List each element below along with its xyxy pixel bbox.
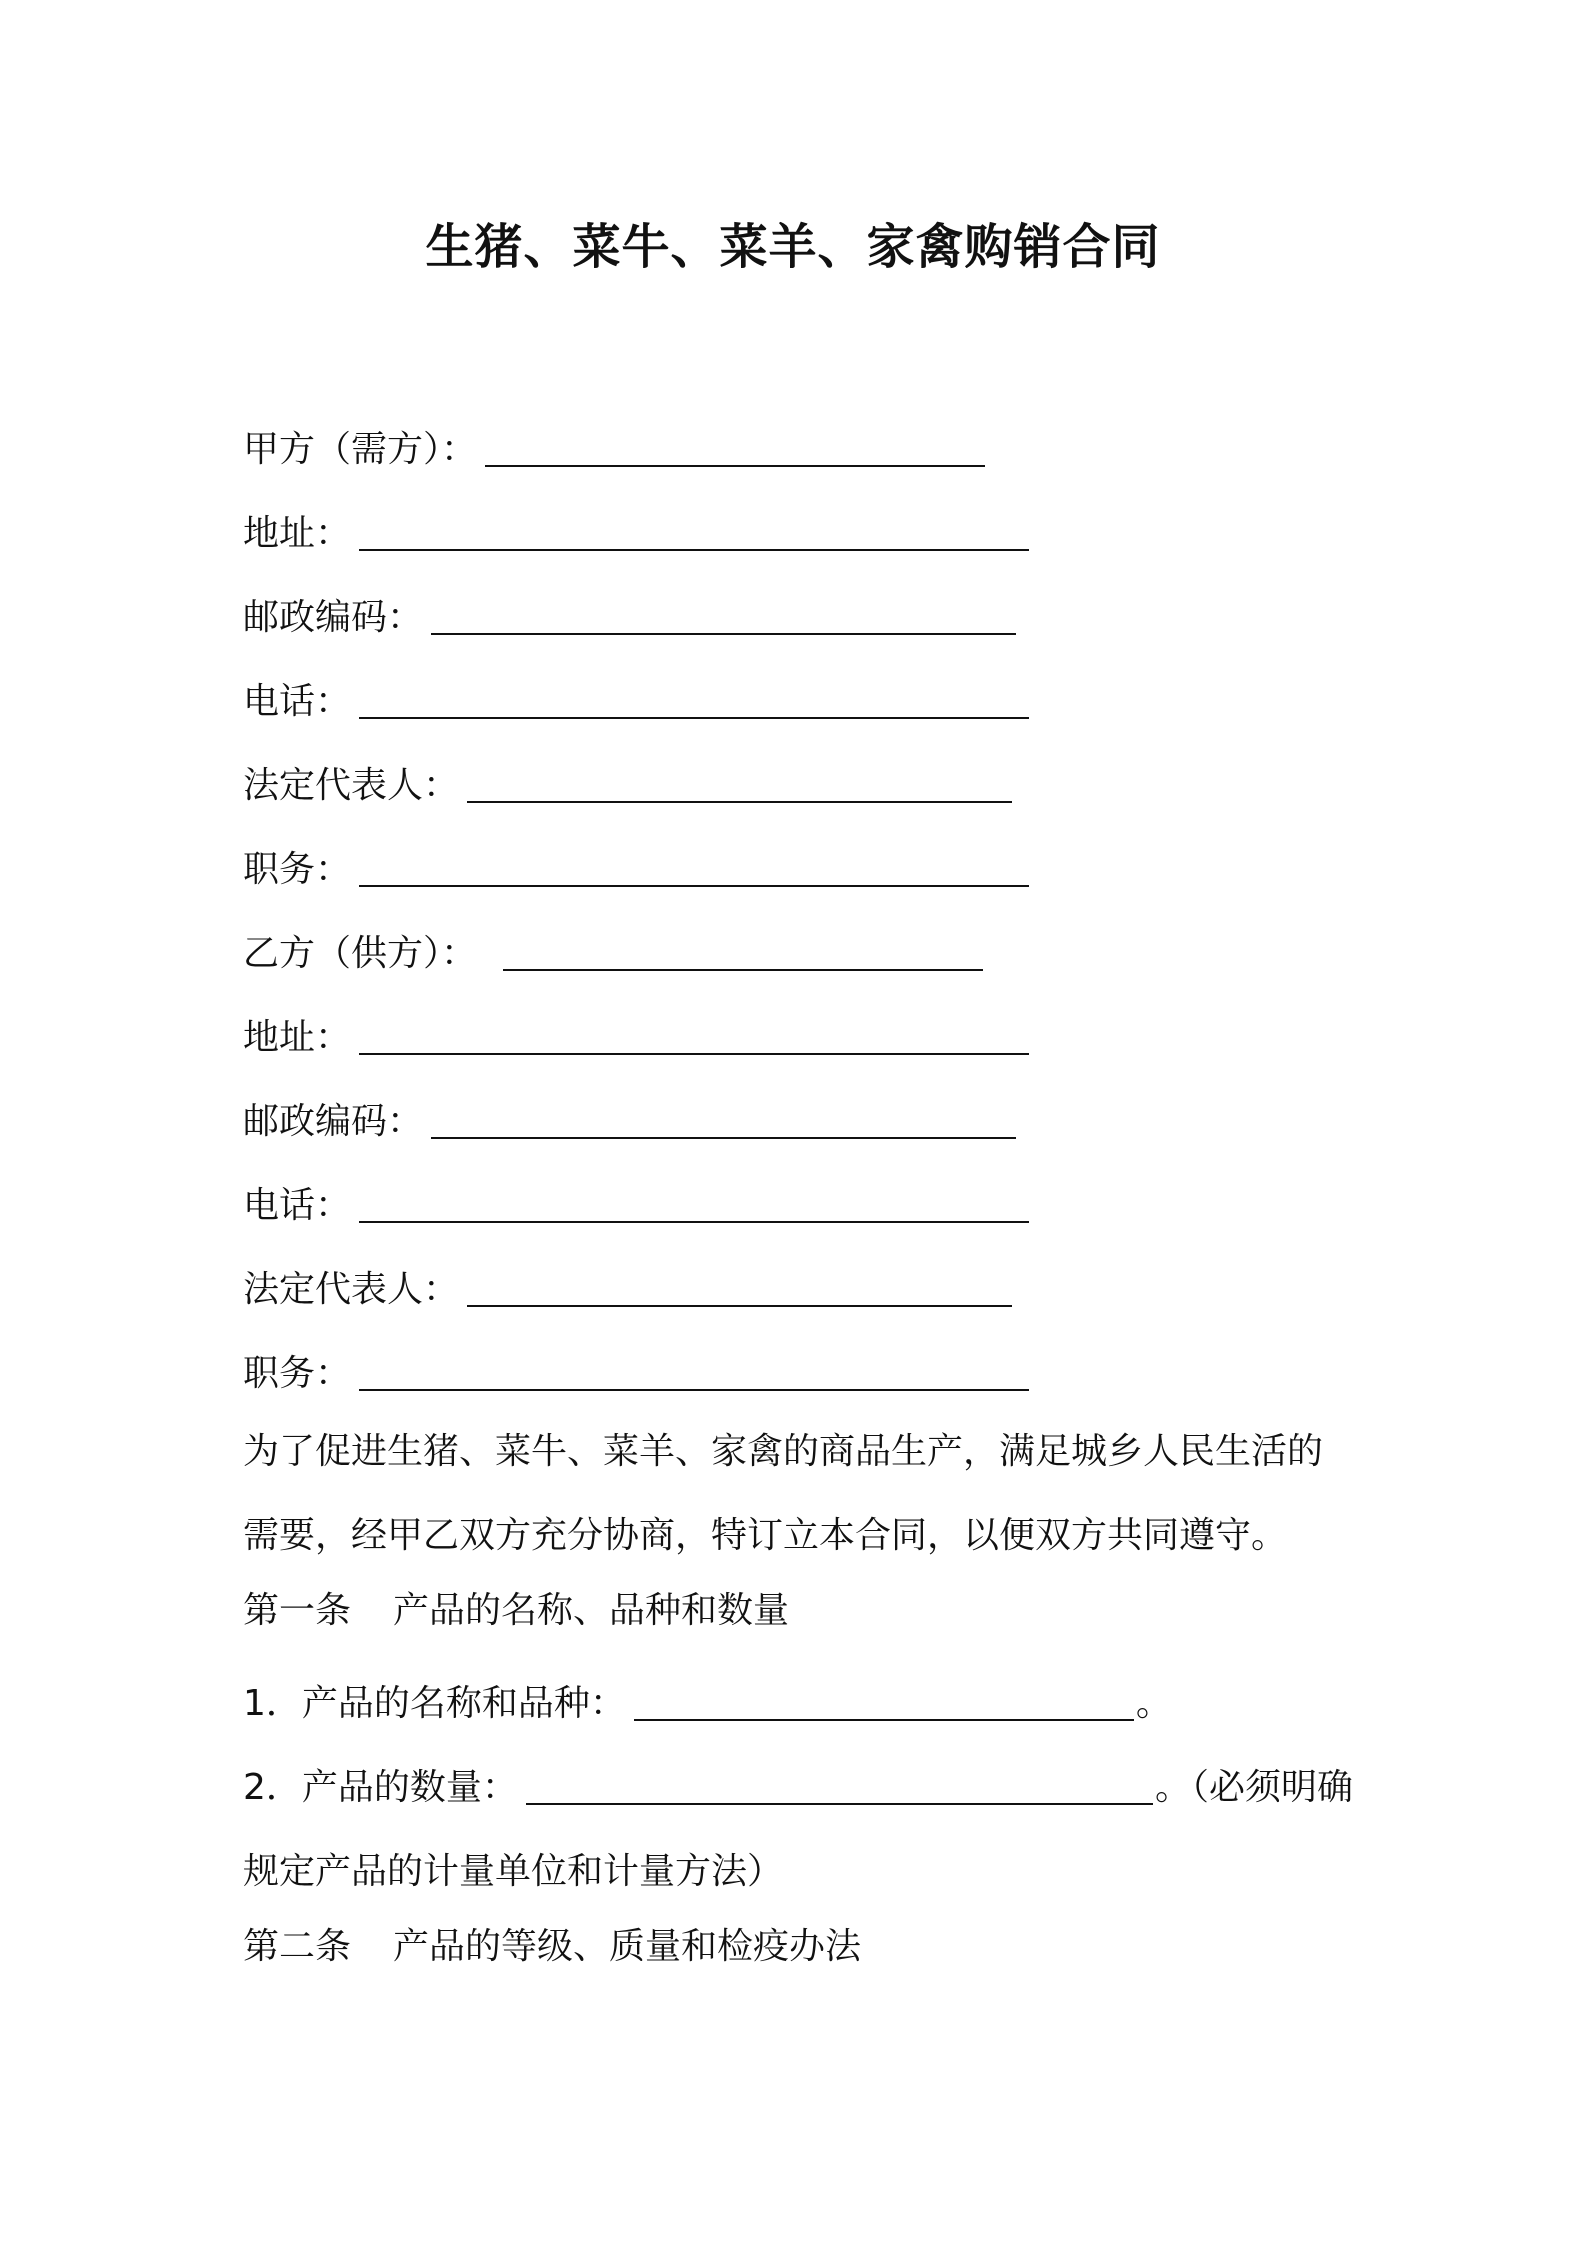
party-b-legal-rep-blank[interactable]	[467, 1265, 1012, 1307]
party-b-phone-blank[interactable]	[359, 1181, 1029, 1223]
party-b-postcode-blank[interactable]	[431, 1097, 1016, 1139]
article-1-item-2	[243, 1746, 1353, 1830]
party-b-legal-rep-label: 法定代表人：	[243, 1269, 460, 1310]
party-a-position-row	[243, 828, 1353, 912]
party-a-postcode-row	[243, 576, 1353, 660]
party-a-name-blank[interactable]	[485, 425, 985, 467]
party-a-legal-rep-blank[interactable]	[467, 761, 1012, 803]
party-a-postcode-blank[interactable]	[431, 593, 1016, 635]
contract-body	[243, 408, 1353, 1998]
party-b-legal-rep-row	[243, 1248, 1353, 1332]
article-1-title: 产品的名称、品种和数量	[393, 1590, 790, 1631]
party-b-postcode-row	[243, 1080, 1353, 1164]
party-a-address-label: 地址：	[243, 513, 352, 554]
article-2-number: 第二条	[243, 1926, 352, 1967]
article-1-number: 第一条	[243, 1590, 352, 1631]
party-b-address-row	[243, 996, 1353, 1080]
party-a-postcode-label: 邮政编码：	[243, 597, 424, 638]
article-2-heading	[243, 1914, 1353, 1998]
party-a-legal-rep-row	[243, 744, 1353, 828]
item-1-tail: 。	[1135, 1683, 1172, 1724]
party-a-address-blank[interactable]	[359, 509, 1029, 551]
article-2-title: 产品的等级、质量和检疫办法	[393, 1926, 862, 1967]
party-b-postcode-label: 邮政编码：	[243, 1101, 424, 1142]
party-a-legal-rep-label: 法定代表人：	[243, 765, 460, 806]
party-a-address-row	[243, 492, 1353, 576]
party-a-phone-row	[243, 660, 1353, 744]
party-a-name-row	[243, 408, 1353, 492]
party-b-position-row	[243, 1332, 1353, 1416]
party-b-name-label: 乙方（供方）：	[243, 933, 478, 974]
item-1-blank[interactable]	[634, 1679, 1134, 1721]
item-2-tail: 。（必须明确	[1154, 1767, 1353, 1808]
item-2-continuation: 规定产品的计量单位和计量方法）	[243, 1851, 784, 1892]
party-b-phone-row	[243, 1164, 1353, 1248]
party-a-phone-label: 电话：	[243, 681, 352, 722]
document-title: 生猪、菜牛、菜羊、家禽购销合同	[425, 219, 1161, 275]
party-b-position-blank[interactable]	[359, 1349, 1029, 1391]
item-2-blank[interactable]	[526, 1763, 1153, 1805]
party-b-address-label: 地址：	[243, 1017, 352, 1058]
party-b-position-label: 职务：	[243, 1353, 352, 1394]
article-1-heading	[243, 1578, 1353, 1662]
party-a-name-label: 甲方（需方）：	[243, 429, 478, 470]
party-b-address-blank[interactable]	[359, 1013, 1029, 1055]
preamble-line-1: 为了促进生猪、菜牛、菜羊、家禽的商品生产，满足城乡人民生活的	[243, 1431, 1324, 1472]
party-b-name-row	[243, 912, 1353, 996]
party-b-name-blank[interactable]	[503, 929, 983, 971]
party-a-phone-blank[interactable]	[359, 677, 1029, 719]
item-2-label: 2．产品的数量：	[243, 1767, 518, 1808]
party-a-position-blank[interactable]	[359, 845, 1029, 887]
item-1-label: 1．产品的名称和品种：	[243, 1683, 626, 1724]
preamble-line-2: 需要，经甲乙双方充分协商，特订立本合同，以便双方共同遵守。	[243, 1515, 1288, 1556]
party-a-position-label: 职务：	[243, 849, 352, 890]
party-b-phone-label: 电话：	[243, 1185, 352, 1226]
article-1-item-1	[243, 1662, 1353, 1746]
